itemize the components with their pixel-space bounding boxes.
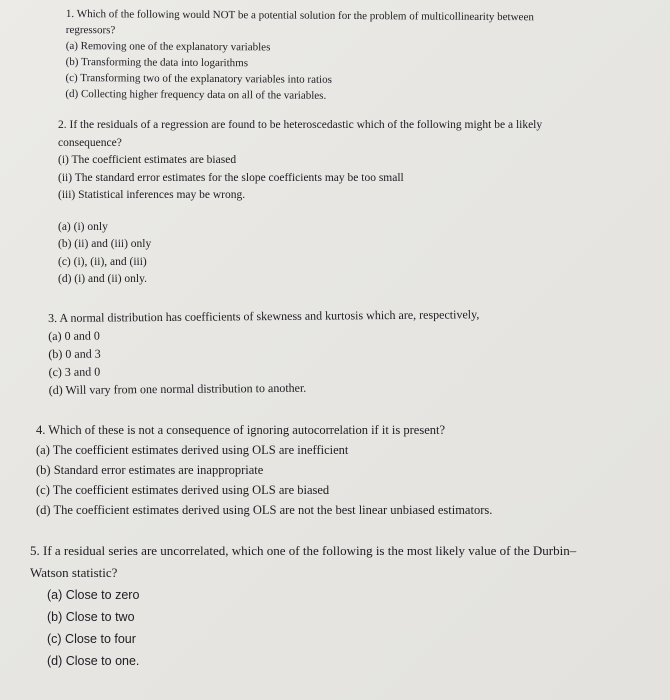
question-4-option-d: (d) The coefficient estimates derived using OLS are not the best linear unbiased estimators. (36, 503, 493, 517)
question-3 (48, 304, 609, 399)
question-5-stem: 5. If a residual series are uncorrelated, which one of the following is the most likely value of the Durbin– (30, 543, 577, 558)
question-2-option-d: (d) (i) and (ii) only. (58, 273, 147, 285)
question-2-option-b: (b) (ii) and (iii) only (58, 238, 152, 250)
question-3-option-b: (b) 0 and 3 (48, 346, 101, 361)
question-2-statement-iii: (iii) Statistical inferences may be wrong. (58, 189, 246, 201)
question-5-option-a: (a) Close to zero (47, 588, 140, 602)
question-2 (58, 117, 633, 289)
question-4-option-a: (a) The coefficient estimates derived using OLS are inefficient (36, 443, 349, 457)
question-1-option-b: (b) Transforming the data into logarithms (65, 55, 249, 70)
question-4-option-c: (c) The coefficient estimates derived using OLS are biased (36, 483, 330, 497)
question-2-stem: 2. If the residuals of a regression are found to be heteroscedastic which of the following might be a likely (58, 119, 543, 131)
question-3-option-a: (a) 0 and 0 (48, 328, 100, 343)
question-4 (36, 420, 596, 520)
question-1-option-d: (d) Collecting higher frequency data on all of the variables. (65, 87, 327, 102)
question-2-stem-cont: consequence? (58, 136, 122, 149)
question-2-option-a: (a) (i) only (58, 220, 108, 233)
question-1-option-c: (c) Transforming two of the explanatory variables into ratios (65, 71, 332, 86)
question-1 (65, 6, 626, 106)
question-2-option-c: (c) (i), (ii), and (iii) (58, 255, 147, 268)
question-5-option-d: (d) Close to one. (47, 654, 140, 668)
question-4-stem: 4. Which of these is not a consequence of ignoring autocorrelation if it is present? (36, 423, 446, 437)
question-2-statement-ii: (ii) The standard error estimates for the slope coefficients may be too small (58, 171, 404, 184)
question-3-stem: 3. A normal distribution has coefficients of skewness and kurtosis which are, respectively, (48, 307, 480, 325)
question-5-stem-cont: Watson statistic? (30, 565, 118, 580)
question-2-statement-i: (i) The coefficient estimates are biased (58, 154, 237, 166)
question-5-option-c: (c) Close to four (47, 632, 136, 646)
question-1-stem: 1. Which of the following would NOT be a potential solution for the problem of multicollinearity between (65, 7, 534, 24)
question-3-option-d: (d) Will vary from one normal distribution to another. (48, 380, 307, 397)
question-1-stem-cont: regressors? (65, 23, 116, 37)
question-4-option-b: (b) Standard error estimates are inappropriate (36, 463, 264, 477)
question-5 (30, 540, 660, 672)
question-3-option-c: (c) 3 and 0 (48, 364, 101, 379)
question-5-option-b: (b) Close to two (47, 610, 135, 624)
question-1-option-a: (a) Removing one of the explanatory variables (65, 39, 271, 54)
